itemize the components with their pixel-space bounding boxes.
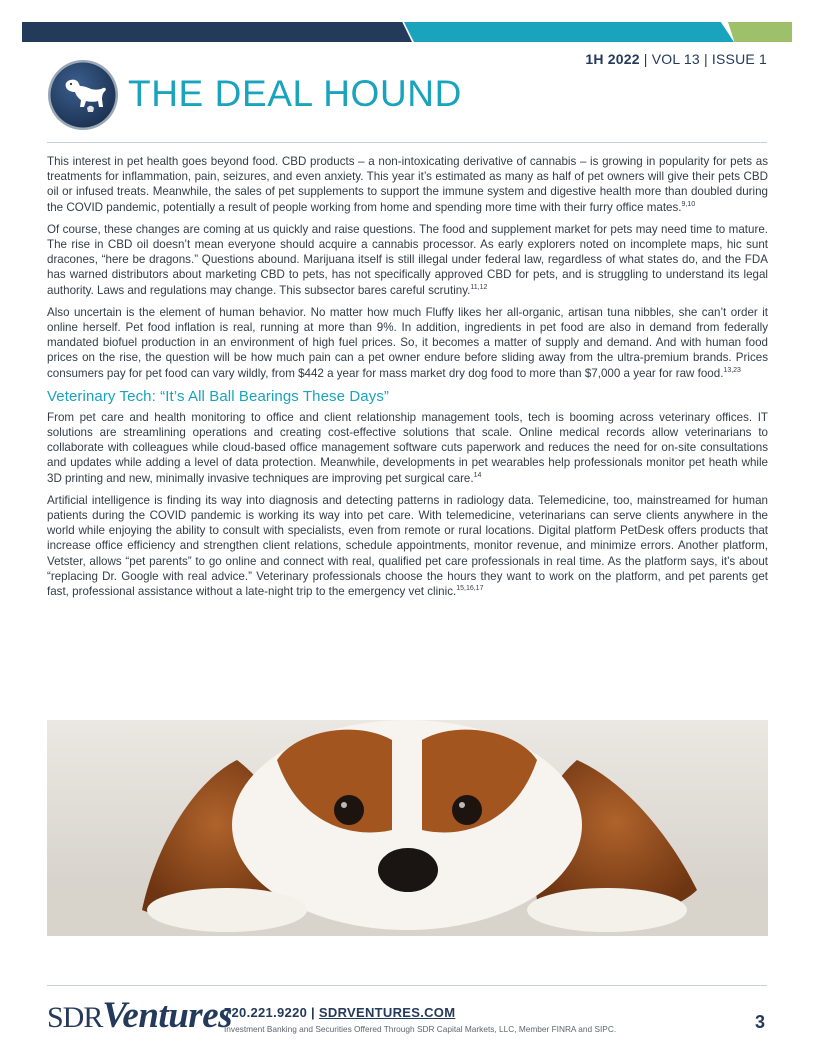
section-heading: Veterinary Tech: “It’s All Ball Bearings These Days” (47, 387, 390, 405)
dog-photo (47, 720, 768, 936)
paragraph: Of course, these changes are coming at us quickly and raise questions. The food and supplement market for pets may need time to mature. The rise in CBD oil doesn’t mean everyone should acquire a cannabis processor. As early explorers noted on incomplete maps, hic sunt dracones, “here be dragons.” Questions abound. Marijuana itself is still illegal under federal law, regardless of what states do, and the FDA has warned distributors about marketing CBD to pets, has not specifically approved CBD for pets, and is struggling to understand its legal authority. Laws and regulations may change. This subsector bares careful scrutiny.$^{11,12}$ (47, 222, 768, 297)
sdr-ventures-logo: SDRVentures (47, 995, 233, 1036)
header-bar-teal (404, 22, 734, 42)
dog-logo-icon (47, 59, 119, 131)
newsletter-title: THE DEAL HOUND (128, 73, 462, 114)
paragraph: This interest in pet health goes beyond food. CBD products – a non-intoxicating derivative of cannabis – is growing in popularity for pets as treatments for inflammation, pain, seizures, and even anxiety. This year it’s estimated as many as half of pet owners will give their pets CBD oil or infused treats. Meanwhile, the sales of pet supplements to support the immune system and digestive health more than doubled during the COVID pandemic, potentially a result of people working from home and spending more time with their furry office mates.$^{9,10}$ (47, 155, 768, 214)
paragraph: Also uncertain is the element of human behavior. No matter how much Fluffy likes her all-organic, artisan tuna nibbles, she can’t order it online herself. Pet food inflation is real, running at more than 9%. In addition, ingredients in pet food are also in demand from federally mandated biofuel production in an environment of high fuel prices. So, it becomes a matter of supply and demand. And with human food prices on the rise, the question will be how much pain can a pet owner endure before sliding away from the ultra-premium brands. Prices consumers pay for pet food can vary wildly, from $442 a year for mass market dry dog food to more than $7,000 a year for raw food.$^{13,23}$ (47, 305, 768, 380)
paragraph: From pet care and health monitoring to office and client relationship management tools, tech is booming across veterinary offices. IT solutions are streamlining operations and creating cost-effective solutions that scale. Online medical records allow veterinarians to collaborate with colleagues while cloud-based office management software cuts paperwork and reduces the need for on-site consultations and updates while adding a level of data protection. Meanwhile, developments in pet wearables help professionals monitor pet heath while 3D printing and new, minimally invasive techniques are improving pet surgical care.$^{14}$ (47, 410, 768, 485)
article-body (47, 154, 768, 606)
page-number: 3 (754, 1012, 765, 1032)
issue-label: 1H 2022 | VOL 13 | ISSUE 1 (585, 51, 767, 67)
disclaimer: Investment Banking and Securities Offered Through SDR Capital Markets, LLC, Member FINRA and SIPC. (224, 1024, 617, 1034)
contact-line: 720.221.9220 | SDRVENTURES.COM (224, 1005, 456, 1020)
paragraph: Artificial intelligence is finding its way into diagnosis and detecting patterns in radiology data. Telemedicine, too, mainstreamed for human patients during the COVID pandemic is working its way into pet care. With telemedicine, veterinarians can serve clients anywhere in the world while enjoying the ability to consult with specialists, even from remote or rural locations. Digital platform PetDesk offers products that increase office efficiency and strengthen client relations, schedule appointments, monitor revenue, and minimize errors. Another platform, Vetster, allows “pet parents” to go online and connect with real, qualified pet care professionals in real time. As the platform says, it’s about “replacing Dr. Google with real advice.” Veterinary professionals choose the hours they want to work on the platform, and pet parents get fast, professional assistance without a late-night trip to the emergency vet clinic.$^{15,16,17}$ (47, 493, 768, 599)
website-link[interactable]: SDRVENTURES.COM (318, 1005, 456, 1020)
header-bar-green (728, 22, 792, 42)
footer-divider (47, 985, 767, 986)
header-divider (47, 142, 767, 143)
header-bar-navy (22, 22, 412, 42)
